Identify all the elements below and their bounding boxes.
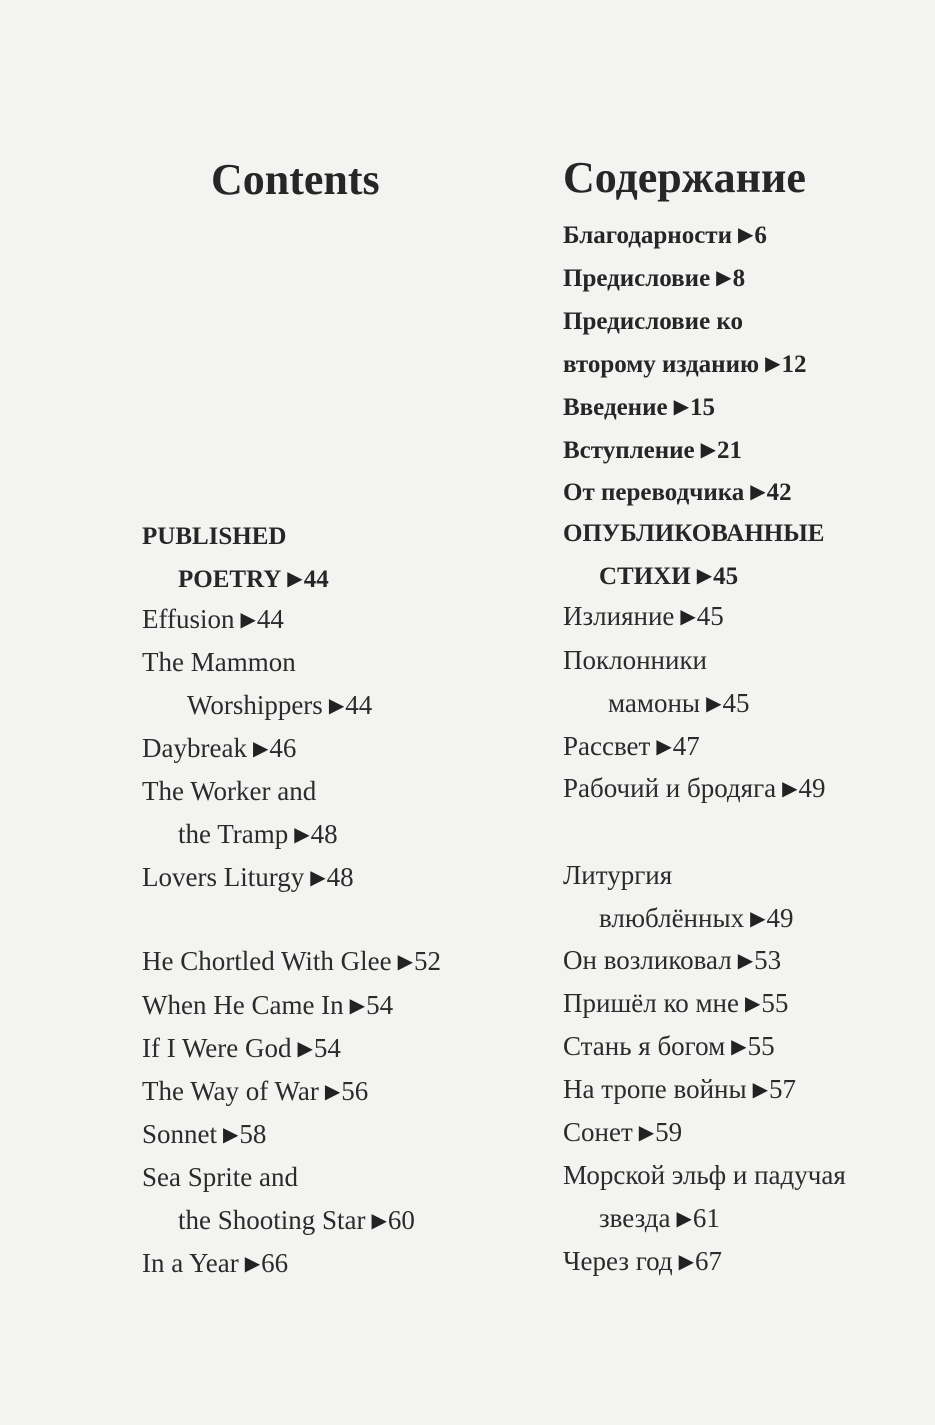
arrow-right-icon: ▶ bbox=[750, 908, 766, 930]
toc-entry[interactable] bbox=[563, 767, 826, 811]
toc-entry[interactable] bbox=[142, 1070, 368, 1114]
page-number: 48 bbox=[310, 819, 338, 849]
toc-entry-title: Пришёл ко мне bbox=[563, 988, 739, 1018]
toc-entry[interactable] bbox=[563, 214, 767, 257]
toc-entry[interactable] bbox=[563, 471, 792, 514]
toc-entry-title: In a Year bbox=[142, 1248, 239, 1278]
page-number: 56 bbox=[341, 1076, 369, 1106]
toc-entry[interactable] bbox=[563, 1111, 682, 1155]
arrow-right-icon: ▶ bbox=[706, 693, 722, 715]
arrow-right-icon: ▶ bbox=[678, 1251, 695, 1273]
toc-entry[interactable] bbox=[142, 641, 372, 728]
page-number: 54 bbox=[313, 1033, 341, 1063]
arrow-right-icon: ▶ bbox=[297, 1038, 313, 1060]
toc-entry-title: the Tramp bbox=[178, 819, 289, 849]
arrow-right-icon: ▶ bbox=[638, 1122, 655, 1144]
toc-entry-title: Рассвет bbox=[563, 731, 651, 761]
toc-entry[interactable] bbox=[142, 727, 296, 771]
toc-entry-title: Effusion bbox=[142, 604, 235, 634]
toc-entry-title-line: The Worker and bbox=[142, 776, 317, 806]
toc-entry-title-line: Поклонники bbox=[563, 645, 708, 675]
page-number: 8 bbox=[732, 265, 746, 292]
toc-entry[interactable] bbox=[563, 257, 745, 300]
toc-entry[interactable] bbox=[563, 939, 781, 983]
page-number: 45 bbox=[696, 601, 724, 631]
page-number: 54 bbox=[366, 990, 394, 1020]
arrow-right-icon: ▶ bbox=[287, 568, 303, 590]
toc-entry-title: Worshippers bbox=[187, 690, 323, 720]
toc-entry-title: влюблённых bbox=[599, 903, 745, 933]
arrow-right-icon: ▶ bbox=[680, 606, 696, 628]
toc-entry-title: Введение bbox=[563, 394, 668, 421]
page-number: 59 bbox=[655, 1117, 683, 1147]
toc-entry[interactable] bbox=[563, 725, 700, 769]
arrow-right-icon: ▶ bbox=[696, 565, 713, 587]
page-number: 55 bbox=[761, 988, 789, 1018]
toc-entry[interactable] bbox=[563, 300, 806, 386]
arrow-right-icon: ▶ bbox=[349, 995, 366, 1017]
toc-entry-title: When He Came In bbox=[142, 990, 344, 1020]
page-number: 49 bbox=[766, 903, 794, 933]
arrow-right-icon: ▶ bbox=[656, 736, 672, 758]
toc-entry-title: Daybreak bbox=[142, 733, 247, 763]
arrow-right-icon: ▶ bbox=[371, 1210, 387, 1232]
toc-entry-title-line: ОПУБЛИКОВАННЫЕ bbox=[563, 520, 825, 547]
toc-entry[interactable] bbox=[142, 940, 441, 984]
page-number: 67 bbox=[695, 1246, 723, 1276]
arrow-right-icon: ▶ bbox=[252, 738, 269, 760]
arrow-right-icon: ▶ bbox=[310, 867, 326, 889]
toc-entry[interactable] bbox=[142, 598, 284, 642]
toc-entry-title-line: PUBLISHED bbox=[142, 523, 287, 550]
toc-entry[interactable] bbox=[563, 1068, 796, 1112]
arrow-right-icon: ▶ bbox=[294, 824, 310, 846]
toc-entry-title: Sonnet bbox=[142, 1119, 218, 1149]
toc-entry-title: Через год bbox=[563, 1246, 673, 1276]
page-number: 60 bbox=[387, 1205, 415, 1235]
toc-entry-title: Предисловие bbox=[563, 265, 711, 292]
arrow-right-icon: ▶ bbox=[744, 993, 761, 1015]
toc-entry-title: Излияние bbox=[563, 601, 675, 631]
page-number: 53 bbox=[754, 945, 782, 975]
contents-heading: Содержание bbox=[563, 153, 806, 202]
page-number: 45 bbox=[722, 688, 750, 718]
toc-entry[interactable] bbox=[563, 386, 715, 429]
toc-entry[interactable] bbox=[563, 1025, 775, 1069]
toc-entry[interactable] bbox=[563, 595, 724, 639]
toc-entry[interactable] bbox=[142, 1156, 415, 1243]
arrow-right-icon: ▶ bbox=[244, 1253, 261, 1275]
page-number: 61 bbox=[692, 1203, 720, 1233]
arrow-right-icon: ▶ bbox=[240, 609, 256, 631]
page-number: 52 bbox=[414, 946, 441, 976]
toc-entry-title: От переводчика bbox=[563, 479, 745, 506]
toc-entry[interactable] bbox=[142, 856, 354, 900]
page-number: 44 bbox=[303, 566, 329, 593]
page-number: 21 bbox=[717, 437, 743, 464]
arrow-right-icon: ▶ bbox=[765, 353, 781, 375]
page-number: 55 bbox=[747, 1031, 775, 1061]
toc-entry-title: Благодарности bbox=[563, 222, 732, 249]
toc-entry-title: СТИХИ bbox=[599, 563, 691, 590]
contents-heading: Contents bbox=[211, 155, 380, 204]
page-number: 66 bbox=[261, 1248, 289, 1278]
page-number: 6 bbox=[754, 222, 767, 249]
arrow-right-icon: ▶ bbox=[700, 439, 717, 461]
toc-entry[interactable] bbox=[142, 1113, 266, 1157]
toc-entry-title: POETRY bbox=[178, 566, 282, 593]
toc-entry-title: Стань я богом bbox=[563, 1031, 726, 1061]
toc-entry[interactable] bbox=[142, 1027, 341, 1071]
page-number: 15 bbox=[689, 394, 715, 421]
toc-entry-title: the Shooting Star bbox=[178, 1205, 366, 1235]
toc-entry-title: Lovers Liturgy bbox=[142, 862, 305, 892]
page-number: 57 bbox=[769, 1074, 797, 1104]
arrow-right-icon: ▶ bbox=[673, 396, 689, 418]
toc-entry-title-line: Предисловие ко bbox=[563, 308, 743, 335]
page-number: 42 bbox=[766, 479, 792, 506]
arrow-right-icon: ▶ bbox=[716, 267, 732, 289]
page-number: 44 bbox=[345, 690, 373, 720]
arrow-right-icon: ▶ bbox=[737, 224, 754, 246]
arrow-right-icon: ▶ bbox=[324, 1081, 341, 1103]
toc-entry-title: мамоны bbox=[608, 688, 701, 718]
arrow-right-icon: ▶ bbox=[782, 778, 798, 800]
toc-entry[interactable] bbox=[563, 982, 788, 1026]
toc-entry-title-line: Морской эльф и падучая bbox=[563, 1160, 846, 1190]
toc-entry-title-line: Sea Sprite and bbox=[142, 1162, 298, 1192]
toc-entry[interactable] bbox=[563, 512, 824, 598]
page-number: 47 bbox=[672, 731, 700, 761]
toc-entry-title-line: Литургия bbox=[563, 860, 673, 890]
toc-entry-title: Рабочий и бродяга bbox=[563, 773, 777, 803]
toc-entry[interactable] bbox=[142, 984, 393, 1028]
toc-entry[interactable] bbox=[142, 1242, 288, 1286]
page-number: 45 bbox=[713, 563, 739, 590]
toc-entry[interactable] bbox=[563, 639, 749, 726]
toc-entry-title: Он возликовал bbox=[563, 945, 732, 975]
toc-entry-title-line: The Mammon bbox=[142, 647, 296, 677]
arrow-right-icon: ▶ bbox=[676, 1208, 692, 1230]
page-number: 44 bbox=[256, 604, 284, 634]
toc-entry[interactable] bbox=[563, 1154, 846, 1241]
toc-entry-title: The Way of War bbox=[142, 1076, 319, 1106]
arrow-right-icon: ▶ bbox=[328, 695, 345, 717]
toc-entry-title: He Chortled With Glee bbox=[142, 946, 392, 976]
arrow-right-icon: ▶ bbox=[731, 1036, 747, 1058]
toc-entry[interactable] bbox=[563, 429, 742, 472]
toc-entry-title: На тропе войны bbox=[563, 1074, 747, 1104]
page-number: 12 bbox=[781, 351, 807, 378]
toc-entry[interactable] bbox=[563, 854, 794, 941]
arrow-right-icon: ▶ bbox=[397, 951, 413, 973]
page-number: 46 bbox=[269, 733, 297, 763]
arrow-right-icon: ▶ bbox=[752, 1079, 769, 1101]
toc-entry-title: Сонет bbox=[563, 1117, 633, 1147]
page-number: 48 bbox=[326, 862, 354, 892]
toc-entry[interactable] bbox=[142, 515, 329, 601]
page-number: 49 bbox=[798, 773, 826, 803]
toc-entry-title: второму изданию bbox=[563, 351, 760, 378]
page-number: 58 bbox=[239, 1119, 267, 1149]
toc-entry-title: If I Were God bbox=[142, 1033, 292, 1063]
arrow-right-icon: ▶ bbox=[223, 1124, 239, 1146]
arrow-right-icon: ▶ bbox=[750, 481, 766, 503]
toc-entry[interactable] bbox=[142, 770, 338, 857]
toc-entry-title: звезда bbox=[599, 1203, 671, 1233]
toc-entry[interactable] bbox=[563, 1240, 722, 1284]
toc-entry-title: Вступление bbox=[563, 437, 695, 464]
arrow-right-icon: ▶ bbox=[737, 950, 754, 972]
